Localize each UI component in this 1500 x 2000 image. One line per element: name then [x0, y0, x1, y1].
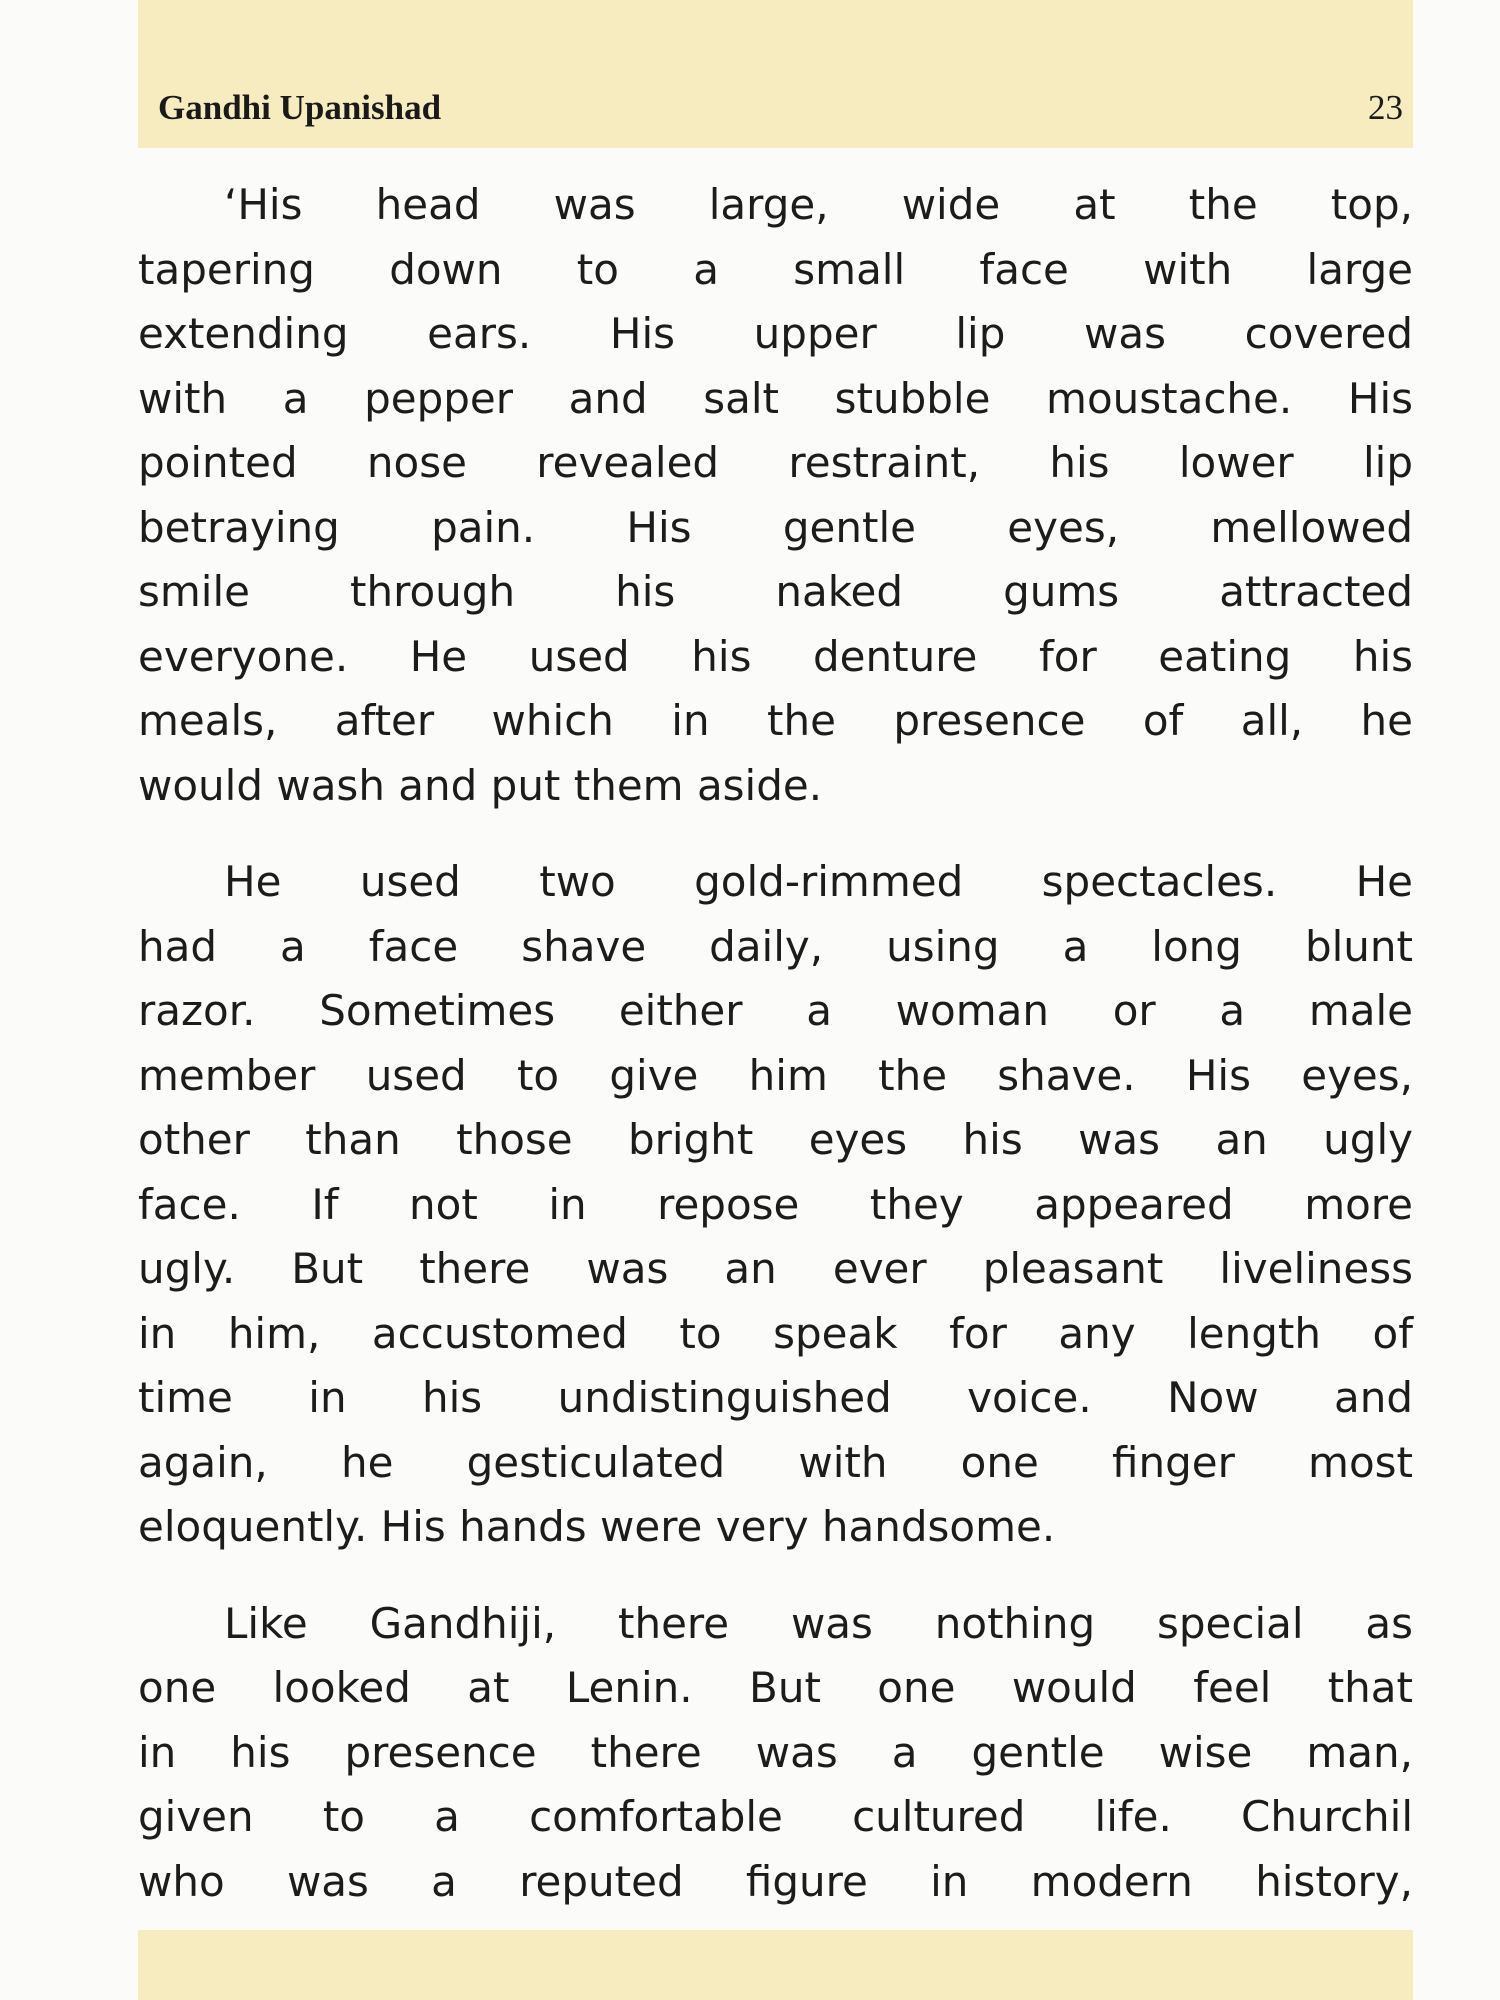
text-line: time in his undistinguished voice. Now and	[138, 1373, 1413, 1422]
text-line: face. If not in repose they appeared more	[138, 1179, 1413, 1229]
page-number: 23	[1368, 88, 1403, 127]
text-line: pointed nose revealed restraint, his lower lip	[138, 438, 1413, 487]
text-line: eloquently. His hands were very handsome.	[138, 1502, 1056, 1551]
text-line: smile through his naked gums attracted	[138, 567, 1413, 616]
running-header	[138, 0, 1413, 148]
text-line: meals, after which in the presence of all, he	[138, 696, 1413, 745]
text-line: again, he gesticulated with one finger most	[138, 1437, 1413, 1487]
text-line: would wash and put them aside.	[138, 760, 823, 810]
paragraph	[138, 1592, 1413, 1915]
running-header-title: Gandhi Upanishad	[158, 88, 442, 127]
body-text	[138, 173, 1413, 1946]
paragraph	[138, 850, 1413, 1560]
text-line: Like Gandhiji, there was nothing special as	[224, 1598, 1413, 1648]
text-line: other than those bright eyes his was an ugly	[138, 1115, 1413, 1164]
text-line: in him, accustomed to speak for any length of	[138, 1308, 1413, 1358]
text-line: extending ears. His upper lip was covered	[138, 309, 1413, 358]
text-line: with a pepper and salt stubble moustache. His	[138, 373, 1413, 423]
text-line: given to a comfortable cultured life. Churchil	[138, 1792, 1413, 1841]
text-line: betraying pain. His gentle eyes, mellowed	[138, 502, 1413, 552]
text-line: He used two gold-rimmed spectacles. He	[224, 857, 1413, 906]
text-line: tapering down to a small face with large	[138, 244, 1413, 294]
footer-band	[138, 1930, 1413, 2000]
text-line: in his presence there was a gentle wise man,	[138, 1727, 1413, 1777]
text-line: one looked at Lenin. But one would feel that	[138, 1663, 1413, 1712]
text-line: who was a reputed figure in modern history,	[138, 1856, 1413, 1906]
text-line: everyone. He used his denture for eating his	[138, 631, 1413, 681]
text-line: ‘His head was large, wide at the top,	[224, 180, 1413, 229]
text-line: had a face shave daily, using a long blunt	[138, 921, 1413, 971]
text-line: ugly. But there was an ever pleasant liveliness	[138, 1244, 1413, 1293]
paragraph	[138, 173, 1413, 818]
text-line: member used to give him the shave. His eyes,	[138, 1050, 1413, 1100]
text-line: razor. Sometimes either a woman or a male	[138, 986, 1413, 1035]
